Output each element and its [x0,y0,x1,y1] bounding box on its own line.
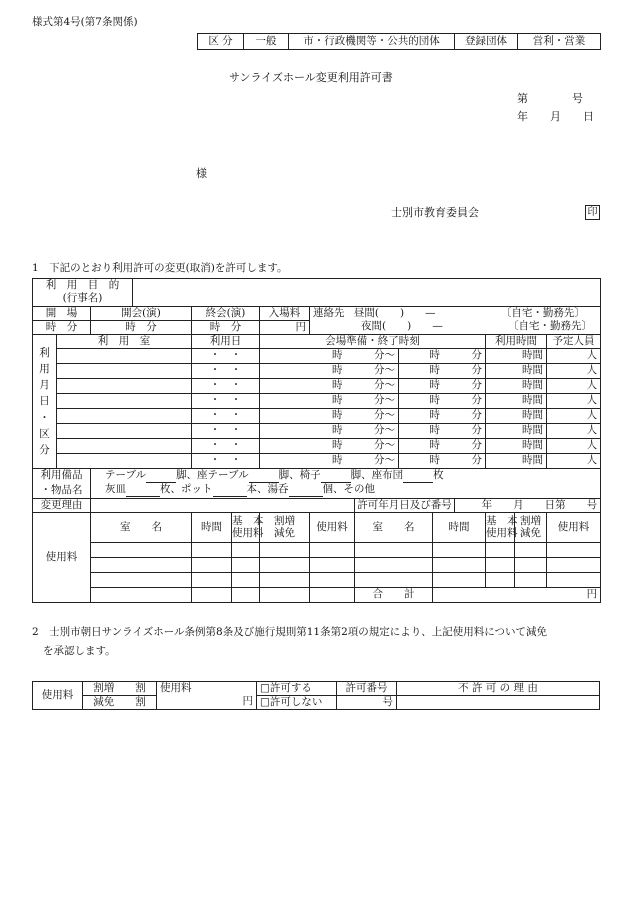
usage-people: 人 [547,394,601,409]
usage-row [33,394,601,409]
document-number: 第 号 [517,92,583,105]
usage-from: 時 分〜 [260,454,399,469]
contact-day [310,307,601,321]
permit-date-value: 年 月 日第 号 [455,499,601,513]
contact-day-note: 〔自宅・勤務先〕 [500,306,585,319]
usage-to: 時 分 [399,424,486,439]
open-time-label: 開 場 [33,307,91,321]
usage-people: 人 [547,409,601,424]
contact-night-label: 夜間( ) — [361,320,443,333]
not-permit-checkbox[interactable]: □許可しない [257,696,337,710]
category-registered: 登録団体 [455,34,518,50]
room-header: 利 用 室 [57,335,192,349]
entry-fee-label: 入場料 [260,307,310,321]
hours-header: 利用時間 [486,335,547,349]
change-reason-label: 変更理由 [33,499,91,513]
usage-hours: 時間 [486,454,547,469]
usage-to: 時 分 [399,439,486,454]
purpose-value [133,279,601,307]
usage-hours: 時間 [486,439,547,454]
fee-row [33,543,601,558]
section1-intro: 1 下記のとおり利用許可の変更(取消)を許可します。 [32,262,288,274]
end-time-label: 終会(演) [192,307,260,321]
addressee-suffix: 様 [196,167,207,180]
fee-col-fee: 使用料 [310,513,355,543]
permit-checkbox[interactable]: □許可する [257,682,337,696]
fee-row [33,573,601,588]
category-general: 一般 [244,34,289,50]
contact-night [310,321,601,335]
usage-to: 時 分 [399,394,486,409]
reason-value [397,696,600,710]
surcharge-rate: 割増 割 [83,682,157,696]
usage-row [33,409,601,424]
usage-from: 時 分〜 [260,439,399,454]
usage-hours: 時間 [486,364,547,379]
category-public: 市・行政機関等・公共的団体 [289,34,455,50]
usage-date: ・ ・ [192,424,260,439]
document-title: サンライズホール変更利用許可書 [229,71,393,84]
date-header: 利用日 [192,335,260,349]
equipment-line-1: テーブル 脚、座テーブル 脚、椅子 脚、座布団 枚 [91,469,601,484]
change-reason-value [91,499,355,513]
bottom-fee-yen: 円 [242,695,253,708]
usage-people: 人 [547,379,601,394]
fee-section-label: 使用料 [33,513,91,603]
end-time-value: 時 分 [192,321,260,335]
category-label: 区 分 [198,34,244,50]
start-time-label: 開会(演) [91,307,192,321]
usage-hours: 時間 [486,424,547,439]
usage-date: ・ ・ [192,439,260,454]
usage-row [33,349,601,364]
main-form-table [32,278,601,603]
usage-people: 人 [547,424,601,439]
usage-from: 時 分〜 [260,424,399,439]
fee-col-basic-2: 基 本 使用料 [486,513,515,543]
fee-col-adjust-2: 割増 減免 [515,513,547,543]
contact-day-label: 昼間( ) — [353,306,436,319]
usage-row [33,424,601,439]
discount-table [32,681,600,710]
purpose-sublabel: (行事名) [33,293,133,307]
usage-from: 時 分〜 [260,364,399,379]
fee-col-room-2: 室 名 [355,513,433,543]
total-label: 合 計 [355,588,433,603]
category-table [197,33,601,50]
usage-from: 時 分〜 [260,349,399,364]
fee-col-hours: 時間 [192,513,232,543]
usage-hours: 時間 [486,409,547,424]
usage-date: ・ ・ [192,454,260,469]
fee-col-adjust: 割増 減免 [260,513,310,543]
fee-col-room: 室 名 [91,513,192,543]
fee-col-basic: 基 本 使用料 [232,513,260,543]
usage-row [33,379,601,394]
seal-mark [585,205,600,220]
usage-date: ・ ・ [192,379,260,394]
usage-date: ・ ・ [192,364,260,379]
usage-row [33,439,601,454]
usage-hours: 時間 [486,379,547,394]
usage-people: 人 [547,349,601,364]
usage-date: ・ ・ [192,409,260,424]
issuer-name: 士別市教育委員会 [391,206,479,219]
usage-row [33,364,601,379]
contact-label: 連絡先 [313,306,345,319]
usage-to: 時 分 [399,454,486,469]
reason-label: 不 許 可 の 理 由 [397,682,600,696]
equipment-label: 利用備品 [33,469,91,484]
total-value: 円 [433,588,601,603]
usage-from: 時 分〜 [260,409,399,424]
purpose-label: 利 用 目 的 [33,279,133,293]
usage-date: ・ ・ [192,349,260,364]
bottom-fee-col-label: 使用料 [160,682,192,694]
usage-from: 時 分〜 [260,379,399,394]
document-date: 年 月 日 [517,110,594,123]
equipment-line-2: 灰皿 枚、ポット 本、湯呑 個、その他 [91,484,601,499]
section2-text-1: 2 士別市朝日サンライズホール条例第8条及び施行規則第11条第2項の規定により、上記使用料について減免 [32,626,548,638]
fee-col-hours-2: 時間 [433,513,486,543]
usage-to: 時 分 [399,349,486,364]
discount-rate: 減免 割 [83,696,157,710]
usage-to: 時 分 [399,364,486,379]
fee-col-fee-2: 使用料 [547,513,601,543]
people-header: 予定人員 [547,335,601,349]
open-time-value: 時 分 [33,321,91,335]
entry-fee-value: 円 [260,321,310,335]
category-commercial: 営利・営業 [518,34,601,50]
bottom-fee-label: 使用料 [33,682,83,710]
prep-header: 会場準備・終了時刻 [260,335,486,349]
usage-to: 時 分 [399,409,486,424]
usage-row [33,454,601,469]
equipment-sublabel: ・物品名 [33,484,91,499]
usage-date: ・ ・ [192,394,260,409]
usage-people: 人 [547,364,601,379]
usage-people: 人 [547,439,601,454]
usage-to: 時 分 [399,379,486,394]
start-time-value: 時 分 [91,321,192,335]
section2-text-2: を承認します。 [43,645,116,657]
usage-hours: 時間 [486,349,547,364]
permit-date-label: 許可年月日及び番号 [355,499,455,513]
fee-row [33,558,601,573]
permit-number-unit: 号 [337,696,397,710]
usage-people: 人 [547,454,601,469]
seal-text: 印 [585,205,600,220]
usage-side-label: 利 用 月 日 ・ 区 分 [33,335,57,469]
usage-from: 時 分〜 [260,394,399,409]
usage-hours: 時間 [486,394,547,409]
permit-number-label: 許可番号 [337,682,397,696]
form-reference: 様式第4号(第7条関係) [32,16,138,28]
bottom-fee-cell [157,682,257,710]
contact-night-note: 〔自宅・勤務先〕 [508,320,593,333]
